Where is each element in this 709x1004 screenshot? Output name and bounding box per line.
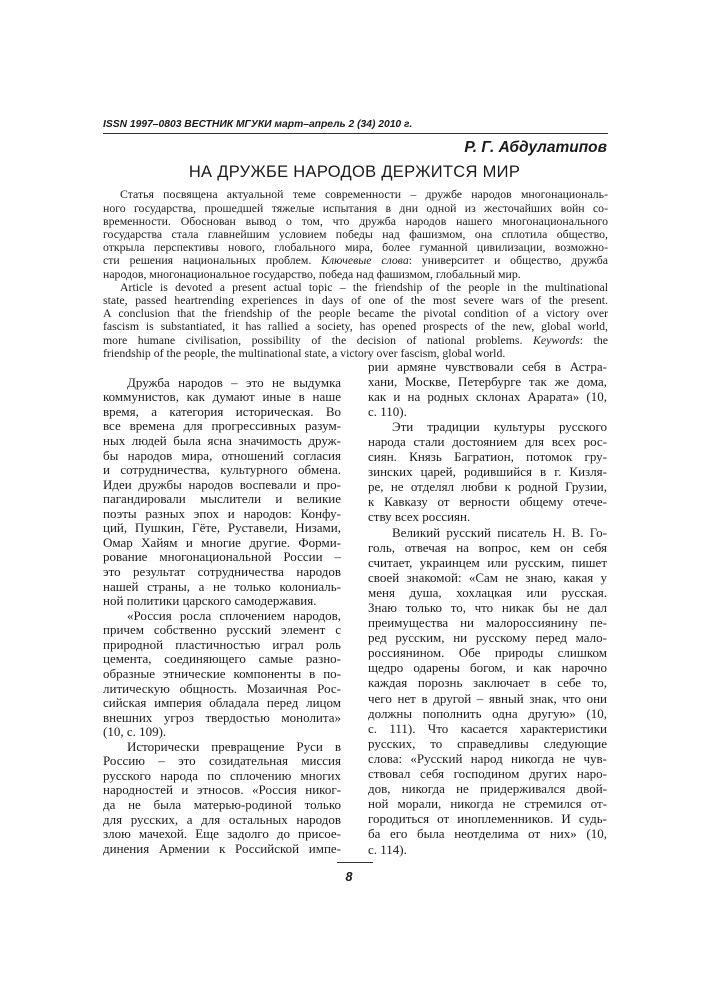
- abstract-text: сти решения национальных проблем.: [103, 253, 322, 268]
- text-line: ред русским, ни русскому перед мало-: [368, 630, 607, 646]
- text-line: злою мачехой. Еще задолго до присое-: [103, 826, 341, 842]
- text-line: с. 111). Что касается характеристики: [368, 720, 607, 736]
- text-line: народностей и этносов. «Россия никог-: [103, 782, 341, 798]
- text-line: зинских царей, родившийся в г. Кизля-: [368, 464, 607, 480]
- journal-header: ISSN 1997–0803 ВЕСТНИК МГУКИ март–апрель 2 (34) 2010 г.: [103, 119, 413, 130]
- text-line: ных людей была ясна значимость друж-: [103, 432, 341, 448]
- text-line: ба его была неотделима от них» (10,: [368, 826, 607, 842]
- text-line: к Кавказу от верности общему отече-: [368, 494, 607, 510]
- text-line: Омар Хайям и многие другие. Форми-: [103, 534, 341, 550]
- text-line: россиянином. Обе природы слишком: [368, 645, 607, 661]
- abstract-line: fascism is substantiated, it has rallied a society, has opened prospects of the new, global world,: [103, 319, 608, 334]
- text-line: щедро одарены богом, и как нарочно: [368, 660, 607, 676]
- text-line: как и на родных склонах Арарата» (10,: [368, 388, 607, 404]
- author-name: Р. Г. Абдулатипов: [464, 139, 607, 156]
- text-line: преимущества ни малороссиянину пе-: [368, 615, 607, 631]
- text-line: Идеи дружбы народов воспевали и про-: [103, 476, 341, 492]
- text-line: это результат сотрудничества народов: [103, 564, 341, 579]
- abstract-text: : университет и общество, дружба: [408, 253, 608, 268]
- text-line: русского народа по сплочению многих: [103, 767, 341, 783]
- abstract-line: state, passed heartrending experiences in days of one of the most severe wars of the present.: [103, 293, 608, 308]
- text-line: голь, отвечая на вопрос, кем он себя: [368, 539, 607, 555]
- text-line: сиян. Князь Багратион, потомок гру-: [368, 449, 607, 465]
- right-column: [368, 359, 607, 857]
- abstract-line: Article is devoted a present actual topic – the friendship of the people in the multinational: [120, 279, 608, 294]
- text-line: городиться от иноплеменников. И судь-: [368, 811, 607, 827]
- abstract-line: государства стала главнейшим условием победы над фашизмом, она сплотила общество,: [103, 227, 608, 241]
- abstract-text: : the: [579, 332, 609, 347]
- text-line: ной морали, никогда не стремился от-: [368, 796, 607, 812]
- text-line: литическую общность. Мозаичная Рос-: [103, 680, 341, 696]
- text-line: Великий русский писатель Н. В. Го-: [392, 524, 607, 540]
- text-line: рии армяне чувствовали себя в Астра-: [368, 358, 607, 374]
- page-number: 8: [345, 870, 353, 884]
- text-line: бы народов мира, отношений согласия: [103, 447, 341, 463]
- abstract: [103, 188, 608, 360]
- text-line: образные этнические компоненты в по-: [103, 665, 341, 681]
- text-line: меня душа, хохлацкая или русская.: [368, 584, 607, 600]
- left-column: [103, 376, 341, 857]
- text-line: «Россия росла сплочением народов,: [127, 607, 341, 623]
- text-line: коммунистов, как думают иные в наше: [103, 389, 341, 405]
- text-line: Эти традиции культуры русского: [392, 418, 607, 434]
- text-line: ре, не отделял любви к родной Грузии,: [368, 479, 607, 495]
- text-line: Россию – это созидательная миссия: [103, 753, 341, 769]
- text-line: время, а категория историческая. Во: [103, 403, 341, 419]
- text-line: поэты разных эпох и народов: Конфу-: [103, 505, 341, 521]
- text-line: Дружба народов – это не выдумка: [127, 374, 341, 390]
- text-line: дов, никогда не придерживался двой-: [368, 781, 607, 797]
- text-line: для русских, а для остальных народов: [103, 811, 341, 827]
- text-line: природной пластичностью играл роль: [103, 636, 341, 652]
- text-line: рование многонациональной России –: [103, 549, 341, 565]
- text-line: с. 114).: [368, 841, 407, 857]
- text-line: все времена для прогрессивных разум-: [103, 418, 341, 434]
- text-line: (10, с. 109).: [103, 724, 167, 740]
- text-line: Знаю только то, что никак бы не дал: [368, 600, 607, 615]
- abstract-line: народов, многонациональное государство, победа над фашизмом, глобальный мир.: [103, 266, 521, 281]
- abstract-text: more humane civilisation, possibility of the decision of national problems.: [103, 332, 533, 347]
- header-rule: [103, 133, 608, 134]
- keywords-label: Keywords: [533, 332, 580, 347]
- text-line: хани, Москве, Петербурге так же дома,: [368, 373, 607, 389]
- text-line: народа стали достоянием для всех рос-: [368, 433, 607, 449]
- abstract-line: A conclusion that the friendship of the people became the pivotal condition of a victory over: [103, 306, 608, 321]
- text-line: своей знакомой: «Сам не знаю, какая у: [368, 569, 607, 585]
- text-line: каждая порознь заключает в себе то,: [368, 675, 607, 691]
- footer-rule: [337, 862, 373, 863]
- text-line: пагандировали мыслители и великие: [103, 491, 341, 507]
- text-line: цемента, соединяющего самые разно-: [103, 651, 341, 667]
- text-line: да не была матерью-родиной только: [103, 797, 341, 812]
- abstract-line: временности. Обоснован вывод о том, что дружба народов нашего многонационального: [103, 213, 608, 228]
- text-line: слова: «Русский народ никогда не чув-: [368, 750, 607, 766]
- abstract-line: [103, 254, 608, 267]
- keywords-label: Ключевые слова: [321, 253, 409, 268]
- article-title: НА ДРУЖБЕ НАРОДОВ ДЕРЖИТСЯ МИР: [188, 163, 521, 181]
- text-line: и сотрудничества, культурного обмена.: [103, 462, 341, 478]
- abstract-line: [103, 334, 608, 347]
- text-line: Исторически превращение Руси в: [127, 738, 341, 754]
- text-line: ций, Пушкин, Гёте, Руставели, Низами,: [103, 520, 341, 536]
- text-line: динения Армении к Российской импе-: [103, 840, 341, 856]
- text-line: нашей страны, а не только колониаль-: [103, 578, 341, 594]
- text-line: внешних угроз твердостью монолита»: [103, 709, 341, 725]
- text-line: чего нет в другой – явный знак, что они: [368, 690, 607, 706]
- text-line: русских, то справедливы следующие: [368, 735, 607, 751]
- text-line: ствовал себя господином других наро-: [368, 766, 607, 782]
- text-line: с. 110).: [368, 403, 407, 419]
- text-line: сийская империя обладала перед лицом: [103, 695, 341, 711]
- abstract-line: friendship of the people, the multinational state, a victory over fascism, global world.: [103, 345, 506, 360]
- text-line: должны пополнить одна другую» (10,: [368, 705, 607, 721]
- text-line: причем собственно русский элемент с: [103, 622, 341, 638]
- text-line: считает, украинцем или русским, пишет: [368, 554, 607, 570]
- abstract-line: ного государства, прошедшей тяжелые испытания в дни одной из жесточайших войн со-: [103, 200, 608, 215]
- text-line: ной политики царского самодержавия.: [103, 593, 317, 609]
- text-line: ству всех россиян.: [368, 509, 471, 525]
- abstract-line: Статья посвящена актуальной теме современности – дружбе народов многонациональ-: [120, 187, 608, 202]
- abstract-line: открыла перспективы нового, глобального мира, более гуманной цивилизации, возможно-: [103, 240, 608, 255]
